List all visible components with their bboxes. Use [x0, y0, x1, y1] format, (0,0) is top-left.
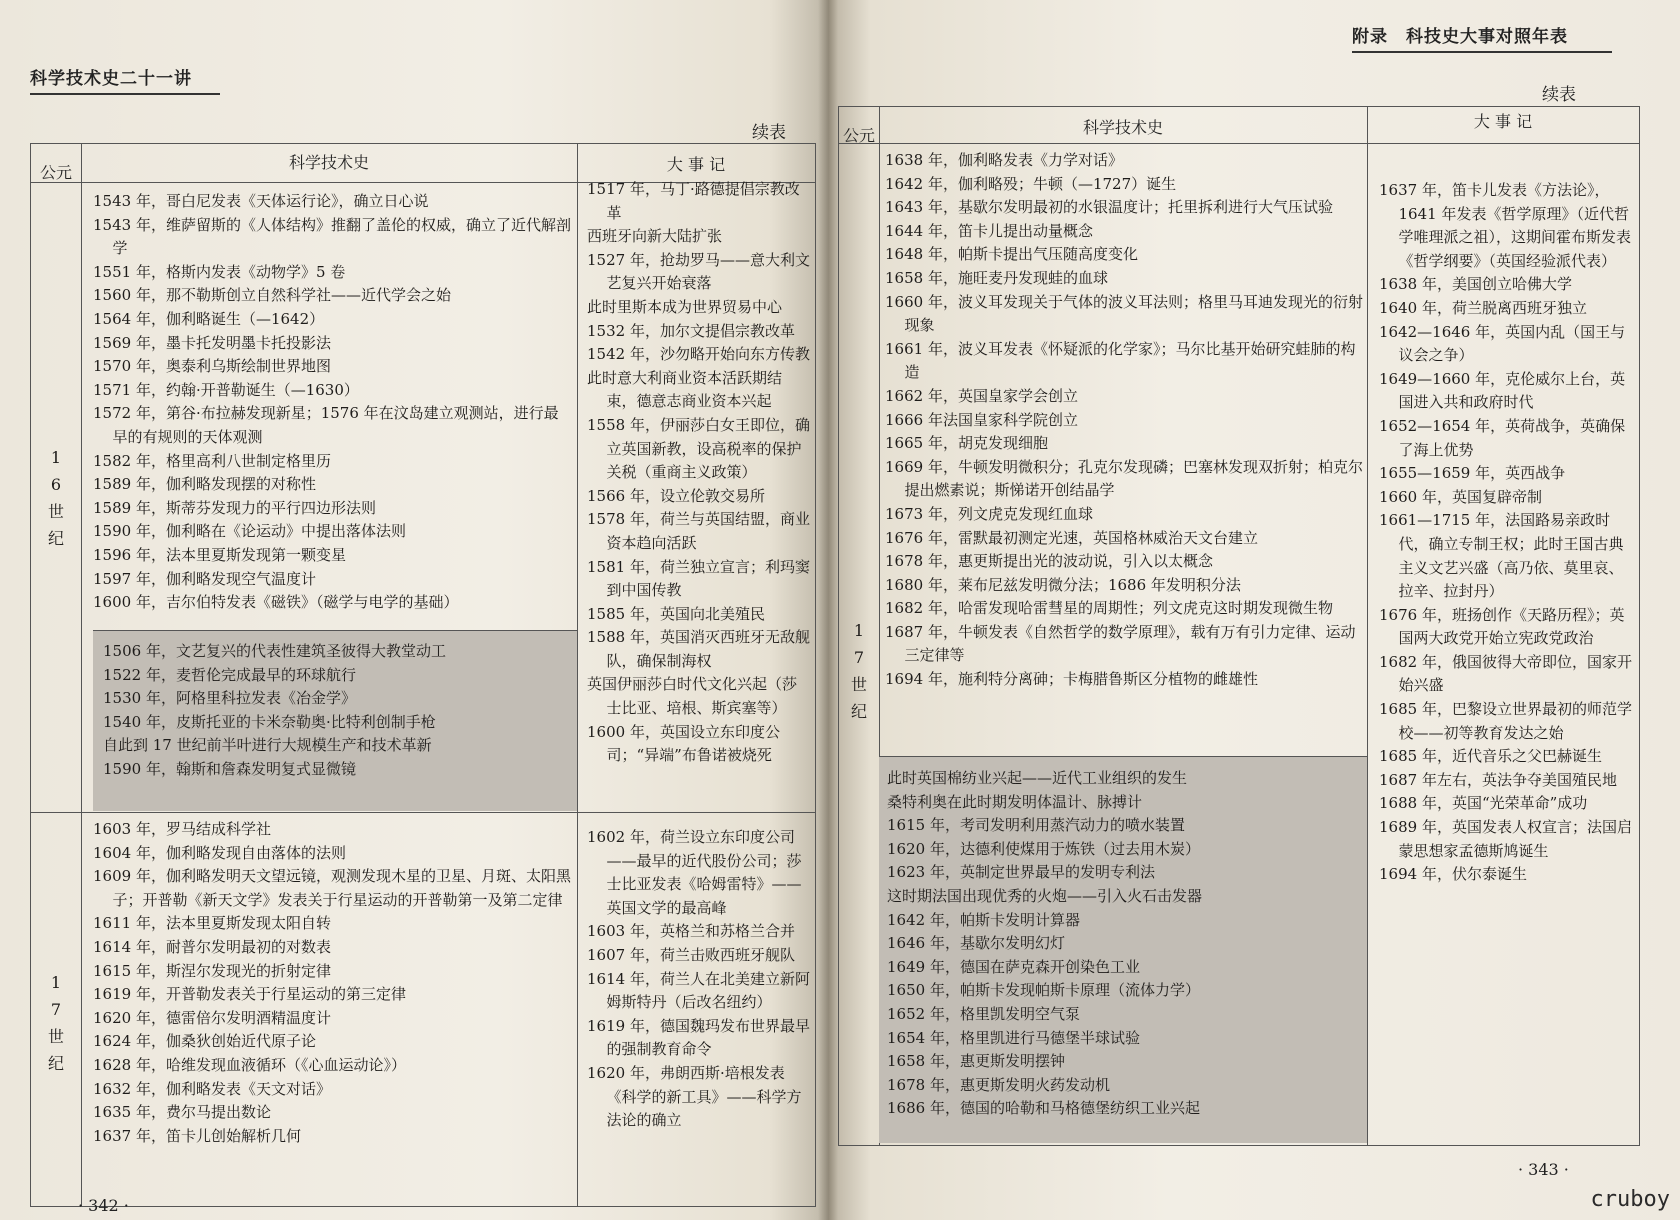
- events-header: 大 事 记: [666, 155, 726, 174]
- entry: 1596 年，法本里夏斯发现第一颗变星: [93, 545, 346, 564]
- tech-list-16th: [103, 640, 573, 782]
- entry: 1685 年，近代音乐之父巴赫诞生: [1379, 747, 1602, 766]
- entry: 1551 年，格斯内发表《动物学》5 卷: [93, 262, 346, 281]
- entry: 1506 年，文艺复兴的代表性建筑圣彼得大教堂动工: [103, 642, 446, 660]
- entry: 1628 年，哈维发现血液循环（《心血运动论》）: [93, 1055, 406, 1074]
- sci-header: 科学技术史: [1082, 118, 1163, 137]
- left-page-number: · 342 ·: [78, 1196, 129, 1215]
- entry: 1517 年，马丁·路德提倡宗教改革: [587, 180, 800, 222]
- entry: 1694 年，伏尔泰诞生: [1379, 865, 1527, 884]
- entry: 西班牙向新大陆扩张: [587, 227, 723, 246]
- watermark: cruboy: [1590, 1187, 1670, 1212]
- entry: 1682 年，哈雷发现哈雷彗星的周期性；列文虎克这时期发现微生物: [885, 599, 1333, 618]
- entry: 1650 年，帕斯卡发现帕斯卡原理（流体力学）: [887, 981, 1200, 1000]
- entry: 1527 年，抢劫罗马——意大利文艺复兴开始衰落: [587, 250, 810, 293]
- entry: 1661 年，波义耳发表《怀疑派的化学家》；马尔比基开始研究蛙肺的构造: [885, 339, 1356, 382]
- entry: 1542 年，沙勿略开始向东方传教: [587, 345, 810, 364]
- right-chronology-table: [838, 106, 1640, 1146]
- entry: 1682 年，俄国彼得大帝即位，国家开始兴盛: [1379, 652, 1632, 695]
- entry: 此时意大利商业资本活跃期结束，德意志商业资本兴起: [587, 368, 783, 411]
- entry: 1603 年，英格兰和苏格兰合并: [587, 922, 795, 941]
- entry: 1600 年，英国设立东印度公司；“异端”布鲁诺被烧死: [587, 722, 780, 765]
- entry: 1540 年，皮斯托亚的卡米奈勒奥·比特利创制手枪: [103, 712, 436, 731]
- entry: 1644 年，笛卡儿提出动量概念: [885, 221, 1093, 240]
- entry: 1678 年，惠更斯提出光的波动说，引入以太概念: [885, 552, 1213, 571]
- entry: 1694 年，施利特分离砷；卡梅腊鲁斯区分植物的雌雄性: [885, 670, 1258, 689]
- events-header: 大 事 记: [1473, 112, 1533, 131]
- entry: 1558 年，伊丽莎白女王即位，确立英国新教，设高税率的保护关税（重商主义政策）: [587, 415, 810, 482]
- entry: 1585 年，英国向北美殖民: [587, 604, 765, 623]
- entry: 1590 年，伽利略在《论运动》中提出落体法则: [93, 522, 406, 541]
- entry: 1676 年，班扬创作《天路历程》；英国两大政党开始立宪政党政治: [1379, 605, 1625, 648]
- entry: 1522 年，麦哲伦完成最早的环球航行: [103, 665, 356, 684]
- entry: 1673 年，列文虎克发现红血球: [885, 504, 1093, 523]
- entry: 自此到 17 世纪前半叶进行大规模生产和技术革新: [103, 736, 432, 755]
- sci-list-17th: [93, 818, 571, 1148]
- sci-list-16th: [93, 190, 571, 615]
- left-chronology-table: [30, 143, 816, 1207]
- entry: 1642—1646 年，英国内乱（国王与议会之争）: [1379, 322, 1626, 365]
- entry: 1578 年，荷兰与英国结盟，商业资本趋向活跃: [587, 510, 810, 552]
- entry: 1637 年，笛卡儿发表《方法论》，1641 年发表《哲学原理》（近代哲学唯理派之祖），这期间霍布斯发表《哲学纲要》（英国经验派代表）: [1379, 181, 1632, 270]
- events-list-16th: [587, 178, 811, 768]
- entry: 1532 年，加尔文提倡宗教改革: [587, 321, 795, 340]
- left-running-head: 科学技术史二十一讲: [30, 64, 220, 95]
- entry: 1655—1659 年，英西战争: [1379, 464, 1566, 483]
- entry: 1588 年，英国消灭西班牙无敌舰队，确保制海权: [587, 628, 810, 670]
- entry: 1614 年，耐普尔发明最初的对数表: [93, 937, 331, 956]
- entry: 1623 年，英制定世界最早的发明专利法: [887, 863, 1155, 882]
- events-list-17th: [587, 826, 811, 1133]
- left-page: [0, 0, 828, 1220]
- entry: 1543 年，维萨留斯的《人体结构》推翻了盖伦的权威，确立了近代解剖学: [93, 215, 571, 258]
- book-gutter: [818, 0, 838, 1220]
- entry: 1597 年，伽利略发现空气温度计: [93, 569, 316, 588]
- entry: 1620 年，德雷倍尔发明酒精温度计: [93, 1008, 331, 1027]
- century-label-16: 1 6 世 纪: [47, 448, 64, 548]
- entry: 1619 年，开普勒发表关于行星运动的第三定律: [93, 985, 406, 1004]
- entry: 1685 年，巴黎设立世界最初的师范学校——初等教育发达之始: [1379, 700, 1632, 742]
- entry: 1686 年，德国的哈勒和马格德堡纺织工业兴起: [887, 1099, 1200, 1118]
- entry: 1652 年，格里凯发明空气泵: [887, 1004, 1080, 1023]
- entry: 1678 年，惠更斯发明火药发动机: [887, 1075, 1110, 1094]
- entry: 1642 年，帕斯卡发明计算器: [887, 910, 1080, 929]
- entry: 1607 年，荷兰击败西班牙舰队: [587, 945, 795, 964]
- entry: 1615 年，考司发明利用蒸汽动力的喷水装置: [887, 816, 1185, 835]
- entry: 1662 年，英国皇家学会创立: [885, 386, 1078, 405]
- entry: 1687 年左右，英法争夺美国殖民地: [1379, 770, 1617, 789]
- entry: 1572 年，第谷·布拉赫发现新星；1576 年在汶岛建立观测站，进行最早的有规则的天体观测: [93, 404, 559, 446]
- entry: 1643 年，基歇尔发明最初的水银温度计；托里拆利进行大气压试验: [885, 198, 1333, 217]
- entry: 1637 年，笛卡儿创始解析几何: [93, 1126, 301, 1145]
- entry: 此时英国棉纺业兴起——近代工业组织的发生: [887, 769, 1188, 787]
- entry: 1666 年法国皇家科学院创立: [885, 410, 1078, 429]
- entry: 1619 年，德国魏玛发布世界最早的强制教育命令: [587, 1016, 810, 1059]
- entry: 1689 年，英国发表人权宣言；法国启蒙思想家孟德斯鸠诞生: [1379, 818, 1632, 860]
- entry: 1611 年，法本里夏斯发现太阳自转: [93, 914, 331, 933]
- entry: 英国伊丽莎白时代文化兴起（莎士比亚、培根、斯宾塞等）: [587, 675, 798, 718]
- entry: 1530 年，阿格里科拉发表《冶金学》: [103, 689, 356, 708]
- entry: 1620 年，弗朗西斯·培根发表《科学的新工具》——科学方法论的确立: [587, 1063, 802, 1130]
- left-continued-label: 续表: [752, 123, 786, 143]
- right-continued-label: 续表: [1542, 85, 1576, 105]
- entry: 1589 年，斯蒂芬发现力的平行四边形法则: [93, 498, 376, 517]
- entry: 1581 年，荷兰独立宣言；利玛窦到中国传教: [587, 557, 810, 600]
- sci-header: 科学技术史: [288, 153, 369, 172]
- entry: 1614 年，荷兰人在北美建立新阿姆斯特丹（后改名纽约）: [587, 969, 810, 1012]
- entry: 1669 年，牛顿发明微积分；孔克尔发现磷；巴塞林发现双折射；柏克尔提出燃素说；斯悌诺开创结晶学: [885, 457, 1363, 500]
- entry: 1660 年，英国复辟帝制: [1379, 487, 1542, 506]
- right-running-head: 附录 科技史大事对照年表: [1352, 22, 1612, 53]
- entry: 1661—1715 年，法国路易亲政时代，确立专制王权；此时王国古典主义文艺兴盛（高乃依、莫里哀、拉辛、拉封丹）: [1379, 511, 1624, 601]
- entry: 1642 年，伽利略殁；牛顿（—1727）诞生: [885, 174, 1177, 193]
- entry: 桑特利奥在此时期发明体温计、脉搏计: [887, 792, 1143, 811]
- entry: 1665 年，胡克发现细胞: [885, 434, 1048, 453]
- entry: 1658 年，惠更斯发明摆钟: [887, 1052, 1065, 1071]
- entry: 1638 年，美国创立哈佛大学: [1379, 275, 1572, 294]
- entry: 1638 年，伽利略发表《力学对话》: [885, 151, 1123, 169]
- right-page-number: · 343 ·: [1518, 1160, 1569, 1179]
- entry: 1569 年，墨卡托发明墨卡托投影法: [93, 333, 331, 352]
- entry: 1615 年，斯涅尔发现光的折射定律: [93, 961, 331, 980]
- entry: 1570 年，奥泰利乌斯绘制世界地图: [93, 357, 331, 376]
- entry: 1571 年，约翰·开普勒诞生（—1630）: [93, 380, 359, 399]
- era-header: 公元: [39, 163, 72, 182]
- entry: 1676 年，雷默最初测定光速，英国格林威治天文台建立: [885, 528, 1258, 547]
- entry: 1654 年，格里凯进行马德堡半球试验: [887, 1028, 1140, 1047]
- entry: 1566 年，设立伦敦交易所: [587, 486, 765, 505]
- entry: 此时里斯本成为世界贸易中心: [587, 297, 783, 316]
- entry: 1609 年，伽利略发明天文望远镜，观测发现木星的卫星、月斑、太阳黑子；开普勒《新天文学》发表关于行星运动的开普勒第一及第二定律: [93, 867, 571, 909]
- entry: 1652—1654 年，英荷战争，英确保了海上优势: [1379, 416, 1626, 459]
- entry: 1543 年，哥白尼发表《天体运行论》，确立日心说: [93, 192, 429, 210]
- century-label-17: 1 7 世 纪: [850, 621, 867, 721]
- sci-list-17th-cont: [885, 149, 1363, 692]
- entry: 1603 年，罗马结成科学社: [93, 820, 271, 838]
- entry: 1582 年，格里高利八世制定格里历: [93, 451, 331, 470]
- right-page: [828, 0, 1680, 1220]
- entry: 1687 年，牛顿发表《自然哲学的数学原理》，载有万有引力定律、运动三定律等: [885, 622, 1356, 665]
- entry: 1658 年，施旺麦丹发现蛙的血球: [885, 268, 1108, 287]
- entry: 1564 年，伽利略诞生（—1642）: [93, 309, 325, 328]
- entry: 1646 年，基歇尔发明幻灯: [887, 934, 1065, 953]
- entry: 1600 年，吉尔伯特发表《磁铁》（磁学与电学的基础）: [93, 593, 459, 612]
- events-list-17th-cont: [1379, 179, 1635, 887]
- entry: 1604 年，伽利略发现自由落体的法则: [93, 843, 346, 862]
- entry: 1635 年，费尔马提出数论: [93, 1103, 271, 1122]
- entry: 1589 年，伽利略发现摆的对称性: [93, 475, 316, 494]
- entry: 1649—1660 年，克伦威尔上台，英国进入共和政府时代: [1379, 369, 1626, 412]
- entry: 1624 年，伽桑狄创始近代原子论: [93, 1032, 316, 1051]
- era-header: 公元: [842, 126, 875, 145]
- entry: 1602 年，荷兰设立东印度公司——最早的近代股份公司；莎士比亚发表《哈姆雷特》——英国文学的最高峰: [587, 828, 802, 917]
- entry: 1680 年，莱布尼兹发明微分法；1686 年发明积分法: [885, 575, 1241, 594]
- entry: 1688 年，英国“光荣革命”成功: [1379, 794, 1588, 813]
- entry: 1590 年，翰斯和詹森发明复式显微镜: [103, 759, 356, 778]
- entry: 1640 年，荷兰脱离西班牙独立: [1379, 298, 1587, 317]
- century-label-17: 1 7 世 纪: [47, 973, 64, 1073]
- entry: 1632 年，伽利略发表《天文对话》: [93, 1079, 331, 1098]
- entry: 1649 年，德国在萨克森开创染色工业: [887, 957, 1140, 976]
- entry: 1660 年，波义耳发现关于气体的波义耳法则；格里马耳迪发现光的衍射现象: [885, 292, 1363, 335]
- entry: 1620 年，达德利使煤用于炼铁（过去用木炭）: [887, 839, 1200, 858]
- entry: 1648 年，帕斯卡提出气压随高度变化: [885, 245, 1138, 264]
- entry: 这时期法国出现优秀的火炮——引入火石击发器: [887, 886, 1203, 905]
- tech-list-17th: [887, 767, 1363, 1121]
- entry: 1560 年，那不勒斯创立自然科学社——近代学会之始: [93, 286, 451, 305]
